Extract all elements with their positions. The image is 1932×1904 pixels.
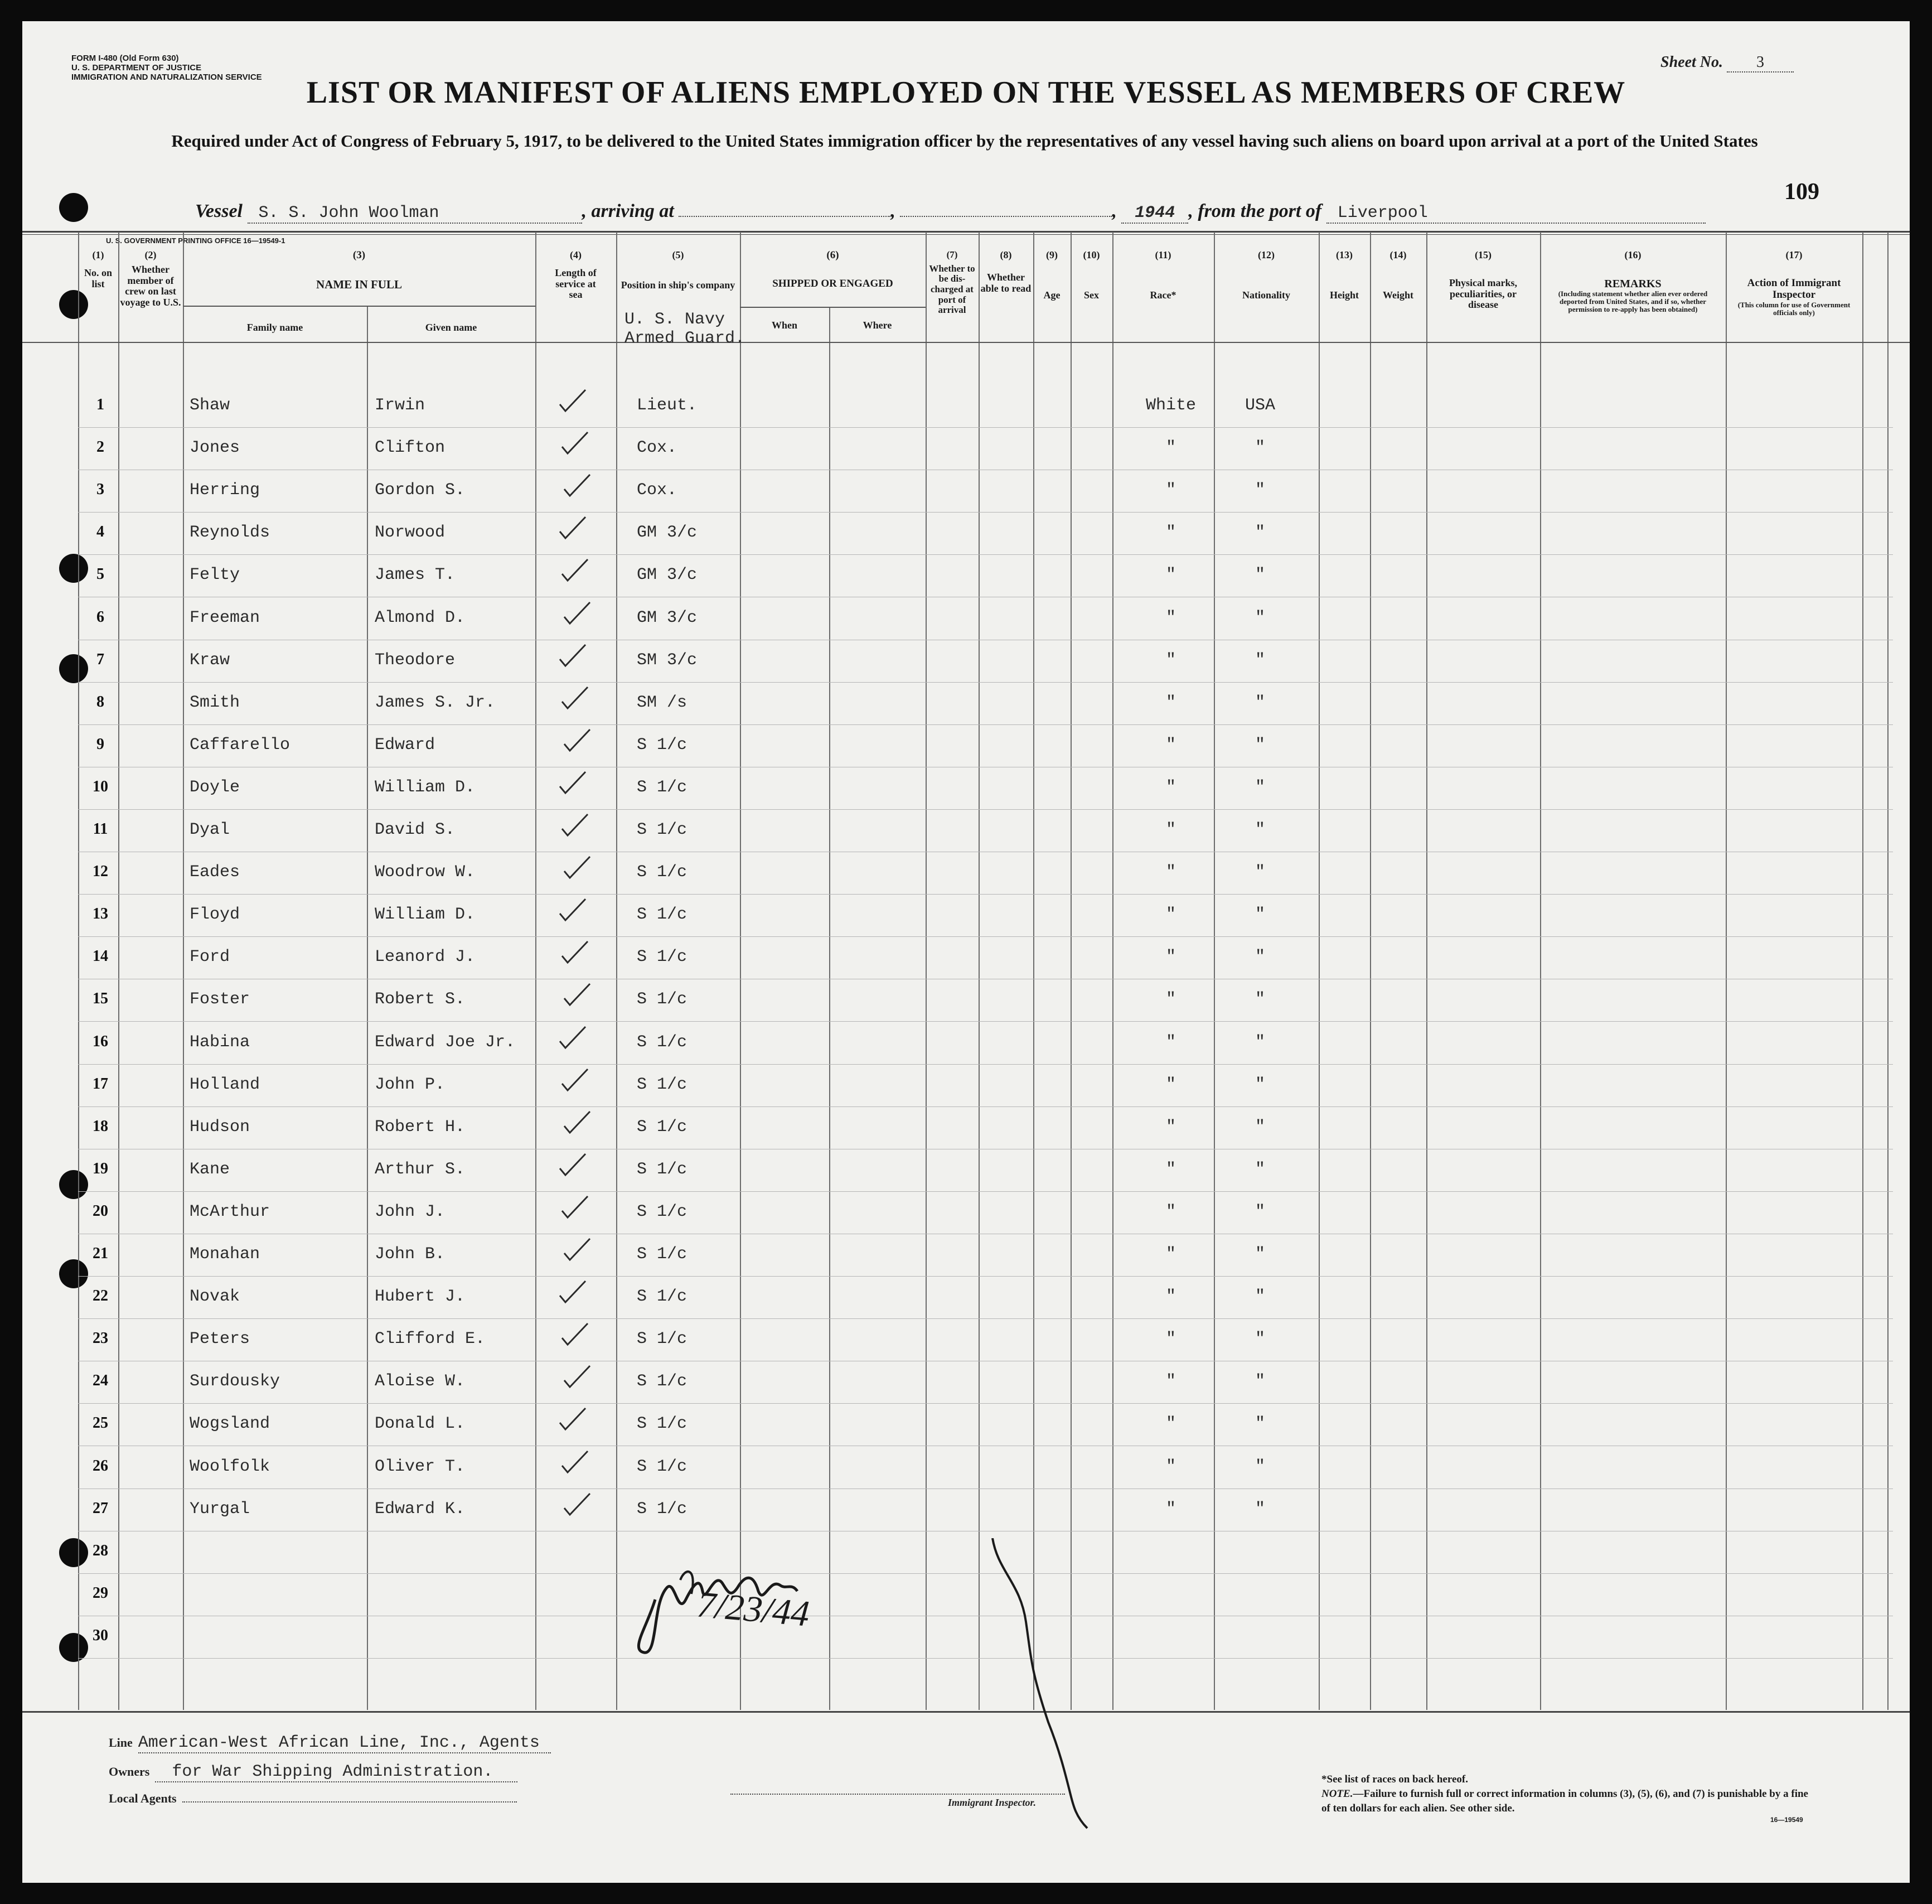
- local-agents-label: Local Agents: [109, 1791, 177, 1805]
- race: ": [1165, 905, 1176, 924]
- footer-notes: [1321, 1772, 1812, 1816]
- position: GM 3/c: [637, 566, 698, 584]
- race: ": [1165, 1500, 1176, 1519]
- race: ": [1165, 651, 1176, 670]
- nationality: ": [1255, 1160, 1265, 1179]
- family-name: Herring: [190, 481, 260, 500]
- check-mark: [559, 684, 592, 712]
- family-name: Wogsland: [190, 1414, 270, 1433]
- col-read-header: (8) Whether able to read: [980, 249, 1032, 294]
- col-shipped-header: (6) SHIPPED OR ENGAGED: [772, 249, 893, 289]
- line-value: American-West African Line, Inc., Agents: [138, 1733, 551, 1753]
- row-number: 28: [93, 1542, 108, 1559]
- race: ": [1165, 948, 1176, 967]
- given-name: William D.: [375, 778, 476, 797]
- race: ": [1165, 1245, 1176, 1264]
- given-name: Clifton: [375, 438, 446, 457]
- row-rule: [78, 512, 1893, 513]
- row-number: 21: [93, 1245, 108, 1262]
- col-inspector-header: (17) Action of Immigrant Inspector (This column for use of Government officials only): [1737, 249, 1851, 317]
- row-number: 4: [96, 523, 104, 540]
- row-rule: [78, 936, 1893, 937]
- given-name: Woodrow W.: [375, 863, 476, 882]
- row-number: 18: [93, 1118, 108, 1135]
- col-position-header: (5) Position in ship's company: [621, 249, 735, 291]
- check-mark: [561, 471, 594, 499]
- family-name: Surdousky: [190, 1372, 280, 1391]
- row-number: 17: [93, 1075, 108, 1093]
- page-number: 109: [1784, 179, 1819, 205]
- position: S 1/c: [637, 990, 687, 1009]
- given-name: Arthur S.: [375, 1160, 466, 1179]
- row-number: 26: [93, 1457, 108, 1475]
- check-mark: [556, 641, 590, 669]
- race: ": [1165, 693, 1176, 712]
- owners-value: for War Shipping Administration.: [155, 1762, 517, 1782]
- given-name: James T.: [375, 566, 456, 584]
- row-rule: [78, 894, 1893, 895]
- nationality: ": [1255, 566, 1265, 584]
- check-mark: [556, 896, 590, 924]
- nationality: ": [1255, 736, 1265, 755]
- arriving-value: [679, 216, 890, 217]
- col-weight-header: (14) Weight: [1382, 249, 1413, 301]
- row-number: 29: [93, 1584, 108, 1602]
- given-name: Oliver T.: [375, 1457, 466, 1476]
- family-name: McArthur: [190, 1202, 270, 1221]
- position: Cox.: [637, 481, 677, 500]
- position: Lieut.: [637, 396, 698, 415]
- nationality: ": [1255, 948, 1265, 967]
- immigrant-inspector-label: Immigrant Inspector.: [948, 1797, 1037, 1808]
- row-number: 3: [96, 481, 104, 498]
- family-name: Reynolds: [190, 523, 270, 542]
- position: GM 3/c: [637, 608, 698, 627]
- given-name: Edward Joe Jr.: [375, 1033, 516, 1052]
- position: S 1/c: [637, 736, 687, 755]
- nationality: ": [1255, 693, 1265, 712]
- given-name: Theodore: [375, 651, 456, 670]
- form-number: FORM I-480 (Old Form 630): [71, 54, 179, 63]
- race: ": [1165, 1457, 1176, 1476]
- race: ": [1165, 523, 1176, 542]
- race: ": [1165, 1287, 1176, 1306]
- vessel-line: Vessel S. S. John Woolman , arriving at , , 1944 , from the port of Liverpool: [195, 201, 1706, 224]
- col-where-header: Where: [863, 320, 892, 331]
- race: ": [1165, 1414, 1176, 1433]
- family-name: Smith: [190, 693, 240, 712]
- check-mark: [559, 1320, 592, 1348]
- family-name: Freeman: [190, 608, 260, 627]
- race: ": [1165, 1075, 1176, 1094]
- nationality: ": [1255, 1330, 1265, 1349]
- row-number: 19: [93, 1160, 108, 1177]
- nationality: ": [1255, 1500, 1265, 1519]
- check-mark: [561, 1108, 594, 1136]
- check-mark: [561, 726, 594, 754]
- race: ": [1165, 1118, 1176, 1137]
- row-number: 25: [93, 1414, 108, 1432]
- row-rule: [78, 427, 1893, 428]
- check-mark: [561, 853, 594, 881]
- check-mark: [559, 1193, 592, 1221]
- footer-left: [109, 1733, 551, 1820]
- table-bottom-border: [22, 1711, 1910, 1713]
- col-discharged-header: (7) Whether to be dis-charged at port of arrival: [929, 249, 975, 316]
- row-number: 1: [96, 396, 104, 413]
- position: S 1/c: [637, 1372, 687, 1391]
- nationality: ": [1255, 778, 1265, 797]
- nationality: ": [1255, 481, 1265, 500]
- position: S 1/c: [637, 820, 687, 839]
- given-name: Donald L.: [375, 1414, 466, 1433]
- race: ": [1165, 1372, 1176, 1391]
- family-name: Novak: [190, 1287, 240, 1306]
- family-name: Felty: [190, 566, 240, 584]
- check-mark: [556, 1023, 590, 1051]
- sheet-label: Sheet No.: [1660, 54, 1723, 71]
- race: ": [1165, 820, 1176, 839]
- check-mark: [561, 1362, 594, 1390]
- document-title: LIST OR MANIFEST OF ALIENS EMPLOYED ON THE VESSEL AS MEMBERS OF CREW: [306, 75, 1626, 110]
- nationality: ": [1255, 438, 1265, 457]
- form-code: 16—19549: [1770, 1816, 1803, 1824]
- position: S 1/c: [637, 1414, 687, 1433]
- position: GM 3/c: [637, 523, 698, 542]
- nationality: ": [1255, 820, 1265, 839]
- position: S 1/c: [637, 948, 687, 967]
- nationality: ": [1255, 1202, 1265, 1221]
- given-name: John J.: [375, 1202, 446, 1221]
- row-number: 11: [93, 820, 108, 838]
- service: IMMIGRATION AND NATURALIZATION SERVICE: [71, 73, 262, 82]
- family-name: Holland: [190, 1075, 260, 1094]
- col-physical-header: (15) Physical marks, peculiarities, or disease: [1449, 249, 1517, 311]
- given-name: Robert S.: [375, 990, 466, 1009]
- family-name: Floyd: [190, 905, 240, 924]
- position: S 1/c: [637, 1330, 687, 1349]
- row-rule: [78, 682, 1893, 683]
- vessel-name: S. S. John Woolman: [248, 204, 582, 224]
- row-number: 16: [93, 1033, 108, 1050]
- nationality: ": [1255, 863, 1265, 882]
- position: S 1/c: [637, 1500, 687, 1519]
- row-rule: [78, 1403, 1893, 1404]
- given-name: David S.: [375, 820, 456, 839]
- row-rule: [78, 1064, 1893, 1065]
- race: White: [1145, 396, 1196, 415]
- punch-hole: [59, 1259, 88, 1288]
- check-mark: [561, 1490, 594, 1518]
- nationality: ": [1255, 651, 1265, 670]
- position: S 1/c: [637, 905, 687, 924]
- given-name: Irwin: [375, 396, 425, 415]
- check-mark: [556, 1278, 590, 1306]
- check-mark: [559, 938, 592, 966]
- race: ": [1165, 1202, 1176, 1221]
- race: ": [1165, 608, 1176, 627]
- family-name: Shaw: [190, 396, 230, 415]
- check-mark: [561, 980, 594, 1008]
- check-mark: [559, 1448, 592, 1476]
- race: ": [1165, 566, 1176, 584]
- family-name: Eades: [190, 863, 240, 882]
- position: SM 3/c: [637, 651, 698, 670]
- check-mark: [559, 429, 592, 457]
- nationality: ": [1255, 1457, 1265, 1476]
- nationality: ": [1255, 1033, 1265, 1052]
- position: S 1/c: [637, 1075, 687, 1094]
- race: ": [1165, 1330, 1176, 1349]
- arriving-label: arriving at: [591, 201, 674, 221]
- given-name: William D.: [375, 905, 476, 924]
- row-rule: [78, 554, 1893, 555]
- family-name: Dyal: [190, 820, 230, 839]
- family-name: Kraw: [190, 651, 230, 670]
- row-number: 13: [93, 905, 108, 922]
- col-crew-header: (2) Whether member of crew on last voyage to U.S.: [120, 249, 181, 308]
- nationality: ": [1255, 1075, 1265, 1094]
- col-no-header: (1) No. on list: [84, 249, 112, 289]
- nationality: ": [1255, 1414, 1265, 1433]
- row-rule: [78, 1191, 1893, 1192]
- race: ": [1165, 863, 1176, 882]
- table-top-border: [22, 231, 1910, 233]
- check-mark: [561, 599, 594, 627]
- nationality: ": [1255, 990, 1265, 1009]
- given-name: Leanord J.: [375, 948, 476, 967]
- printing-office: U. S. GOVERNMENT PRINTING OFFICE 16—19549-1: [106, 236, 285, 245]
- col-remarks-header: (16) REMARKS (Including statement whether alien ever ordered deported from United States, and if so, whether permission to re-apply has been obtained): [1558, 249, 1708, 314]
- punch-hole: [59, 290, 88, 319]
- line-label: Line: [109, 1736, 133, 1750]
- col-when-header: When: [771, 320, 797, 331]
- position: S 1/c: [637, 778, 687, 797]
- col-name-header: (3) NAME IN FULL: [316, 249, 402, 291]
- nationality: ": [1255, 1372, 1265, 1391]
- given-name: Hubert J.: [375, 1287, 466, 1306]
- row-rule: [78, 724, 1893, 725]
- row-number: 2: [96, 438, 104, 456]
- row-rule: [78, 1276, 1893, 1277]
- race: ": [1165, 736, 1176, 755]
- family-name: Caffarello: [190, 736, 290, 755]
- check-mark: [559, 811, 592, 839]
- given-name: Robert H.: [375, 1118, 466, 1137]
- family-name: Peters: [190, 1330, 250, 1349]
- family-name: Jones: [190, 438, 240, 457]
- row-number: 24: [93, 1372, 108, 1389]
- race: ": [1165, 778, 1176, 797]
- position: S 1/c: [637, 1245, 687, 1264]
- position: SM /s: [637, 693, 687, 712]
- row-rule: [78, 1106, 1893, 1107]
- manifest-sheet: [22, 21, 1910, 1883]
- row-rule: [78, 809, 1893, 810]
- given-name: Aloise W.: [375, 1372, 466, 1391]
- family-name: Habina: [190, 1033, 250, 1052]
- signature-date: 7/23/44: [695, 1584, 811, 1635]
- position: S 1/c: [637, 1160, 687, 1179]
- arrival-year: 1944: [1121, 204, 1188, 224]
- row-number: 27: [93, 1500, 108, 1517]
- fine-note: NOTE.—Failure to furnish full or correct information in columns (3), (5), (6), and (7) is punishable by a fine of ten dollars for each alien. See other side.: [1321, 1788, 1808, 1814]
- col-age-header: (9) Age: [1043, 249, 1061, 301]
- family-name: Woolfolk: [190, 1457, 270, 1476]
- nationality: USA: [1245, 396, 1275, 415]
- col-family-name-header: Family name: [246, 322, 303, 333]
- given-name: Gordon S.: [375, 481, 466, 500]
- given-name: Norwood: [375, 523, 446, 542]
- row-number: 15: [93, 990, 108, 1007]
- nationality: ": [1255, 1118, 1265, 1137]
- document-subtitle: Required under Act of Congress of February 5, 1917, to be delivered to the United States immigration officer by the representatives of any vessel having such aliens on board upon arrival at a port of the United States: [171, 131, 1758, 151]
- nationality: ": [1255, 905, 1265, 924]
- race: ": [1165, 1033, 1176, 1052]
- given-name: James S. Jr.: [375, 693, 496, 712]
- row-number: 14: [93, 948, 108, 965]
- punch-hole: [59, 193, 88, 222]
- row-rule: [78, 1021, 1893, 1022]
- nationality: ": [1255, 523, 1265, 542]
- from-port-label: from the port of: [1198, 201, 1322, 221]
- header-bottom-border: [22, 342, 1910, 343]
- race: ": [1165, 481, 1176, 500]
- family-name: Yurgal: [190, 1500, 250, 1519]
- given-name: Almond D.: [375, 608, 466, 627]
- row-number: 5: [96, 566, 104, 583]
- row-rule: [78, 1318, 1893, 1319]
- races-note: *See list of races on back hereof.: [1321, 1773, 1468, 1785]
- row-number: 22: [93, 1287, 108, 1304]
- check-mark: [556, 386, 590, 414]
- check-mark: [559, 556, 592, 584]
- position: Cox.: [637, 438, 677, 457]
- given-name: Clifford E.: [375, 1330, 486, 1349]
- given-name: John P.: [375, 1075, 446, 1094]
- check-mark: [556, 1405, 590, 1433]
- position: S 1/c: [637, 1202, 687, 1221]
- company-note: U. S. Navy Armed Guard.: [624, 310, 745, 348]
- row-number: 20: [93, 1202, 108, 1220]
- race: ": [1165, 990, 1176, 1009]
- check-mark: [561, 1235, 594, 1263]
- given-name: Edward: [375, 736, 435, 755]
- nationality: ": [1255, 1287, 1265, 1306]
- sheet-value: 3: [1727, 54, 1794, 73]
- check-mark: [556, 514, 590, 542]
- sheet-number: [1660, 54, 1794, 73]
- family-name: Monahan: [190, 1245, 260, 1264]
- family-name: Hudson: [190, 1118, 250, 1137]
- position: S 1/c: [637, 1287, 687, 1306]
- nationality: ": [1255, 608, 1265, 627]
- position: S 1/c: [637, 1457, 687, 1476]
- row-number: 7: [96, 651, 104, 668]
- check-mark: [559, 1066, 592, 1094]
- department: U. S. DEPARTMENT OF JUSTICE: [71, 63, 202, 73]
- given-name: Edward K.: [375, 1500, 466, 1519]
- owners-label: Owners: [109, 1765, 150, 1779]
- check-mark: [556, 1151, 590, 1178]
- nationality: ": [1255, 1245, 1265, 1264]
- family-name: Foster: [190, 990, 250, 1009]
- position: S 1/c: [637, 1118, 687, 1137]
- from-port-value: Liverpool: [1326, 204, 1706, 224]
- row-number: 8: [96, 693, 104, 711]
- position: S 1/c: [637, 1033, 687, 1052]
- check-mark: [556, 769, 590, 796]
- row-number: 9: [96, 736, 104, 753]
- row-number: 10: [93, 778, 108, 795]
- col-given-name-header: Given name: [425, 322, 477, 333]
- col-race-header: (11) Race*: [1150, 249, 1176, 301]
- col-sex-header: (10) Sex: [1083, 249, 1100, 301]
- col-nationality-header: (12) Nationality: [1242, 249, 1290, 301]
- col-length-header: (4) Length of service at sea: [555, 249, 597, 301]
- row-number: 12: [93, 863, 108, 880]
- row-number: 30: [93, 1627, 108, 1644]
- vessel-label: Vessel: [195, 201, 243, 221]
- given-name: John B.: [375, 1245, 446, 1264]
- row-number: 6: [96, 608, 104, 626]
- race: ": [1165, 1160, 1176, 1179]
- position: S 1/c: [637, 863, 687, 882]
- row-number: 23: [93, 1330, 108, 1347]
- family-name: Kane: [190, 1160, 230, 1179]
- family-name: Ford: [190, 948, 230, 967]
- col-height-header: (13) Height: [1330, 249, 1359, 301]
- family-name: Doyle: [190, 778, 240, 797]
- race: ": [1165, 438, 1176, 457]
